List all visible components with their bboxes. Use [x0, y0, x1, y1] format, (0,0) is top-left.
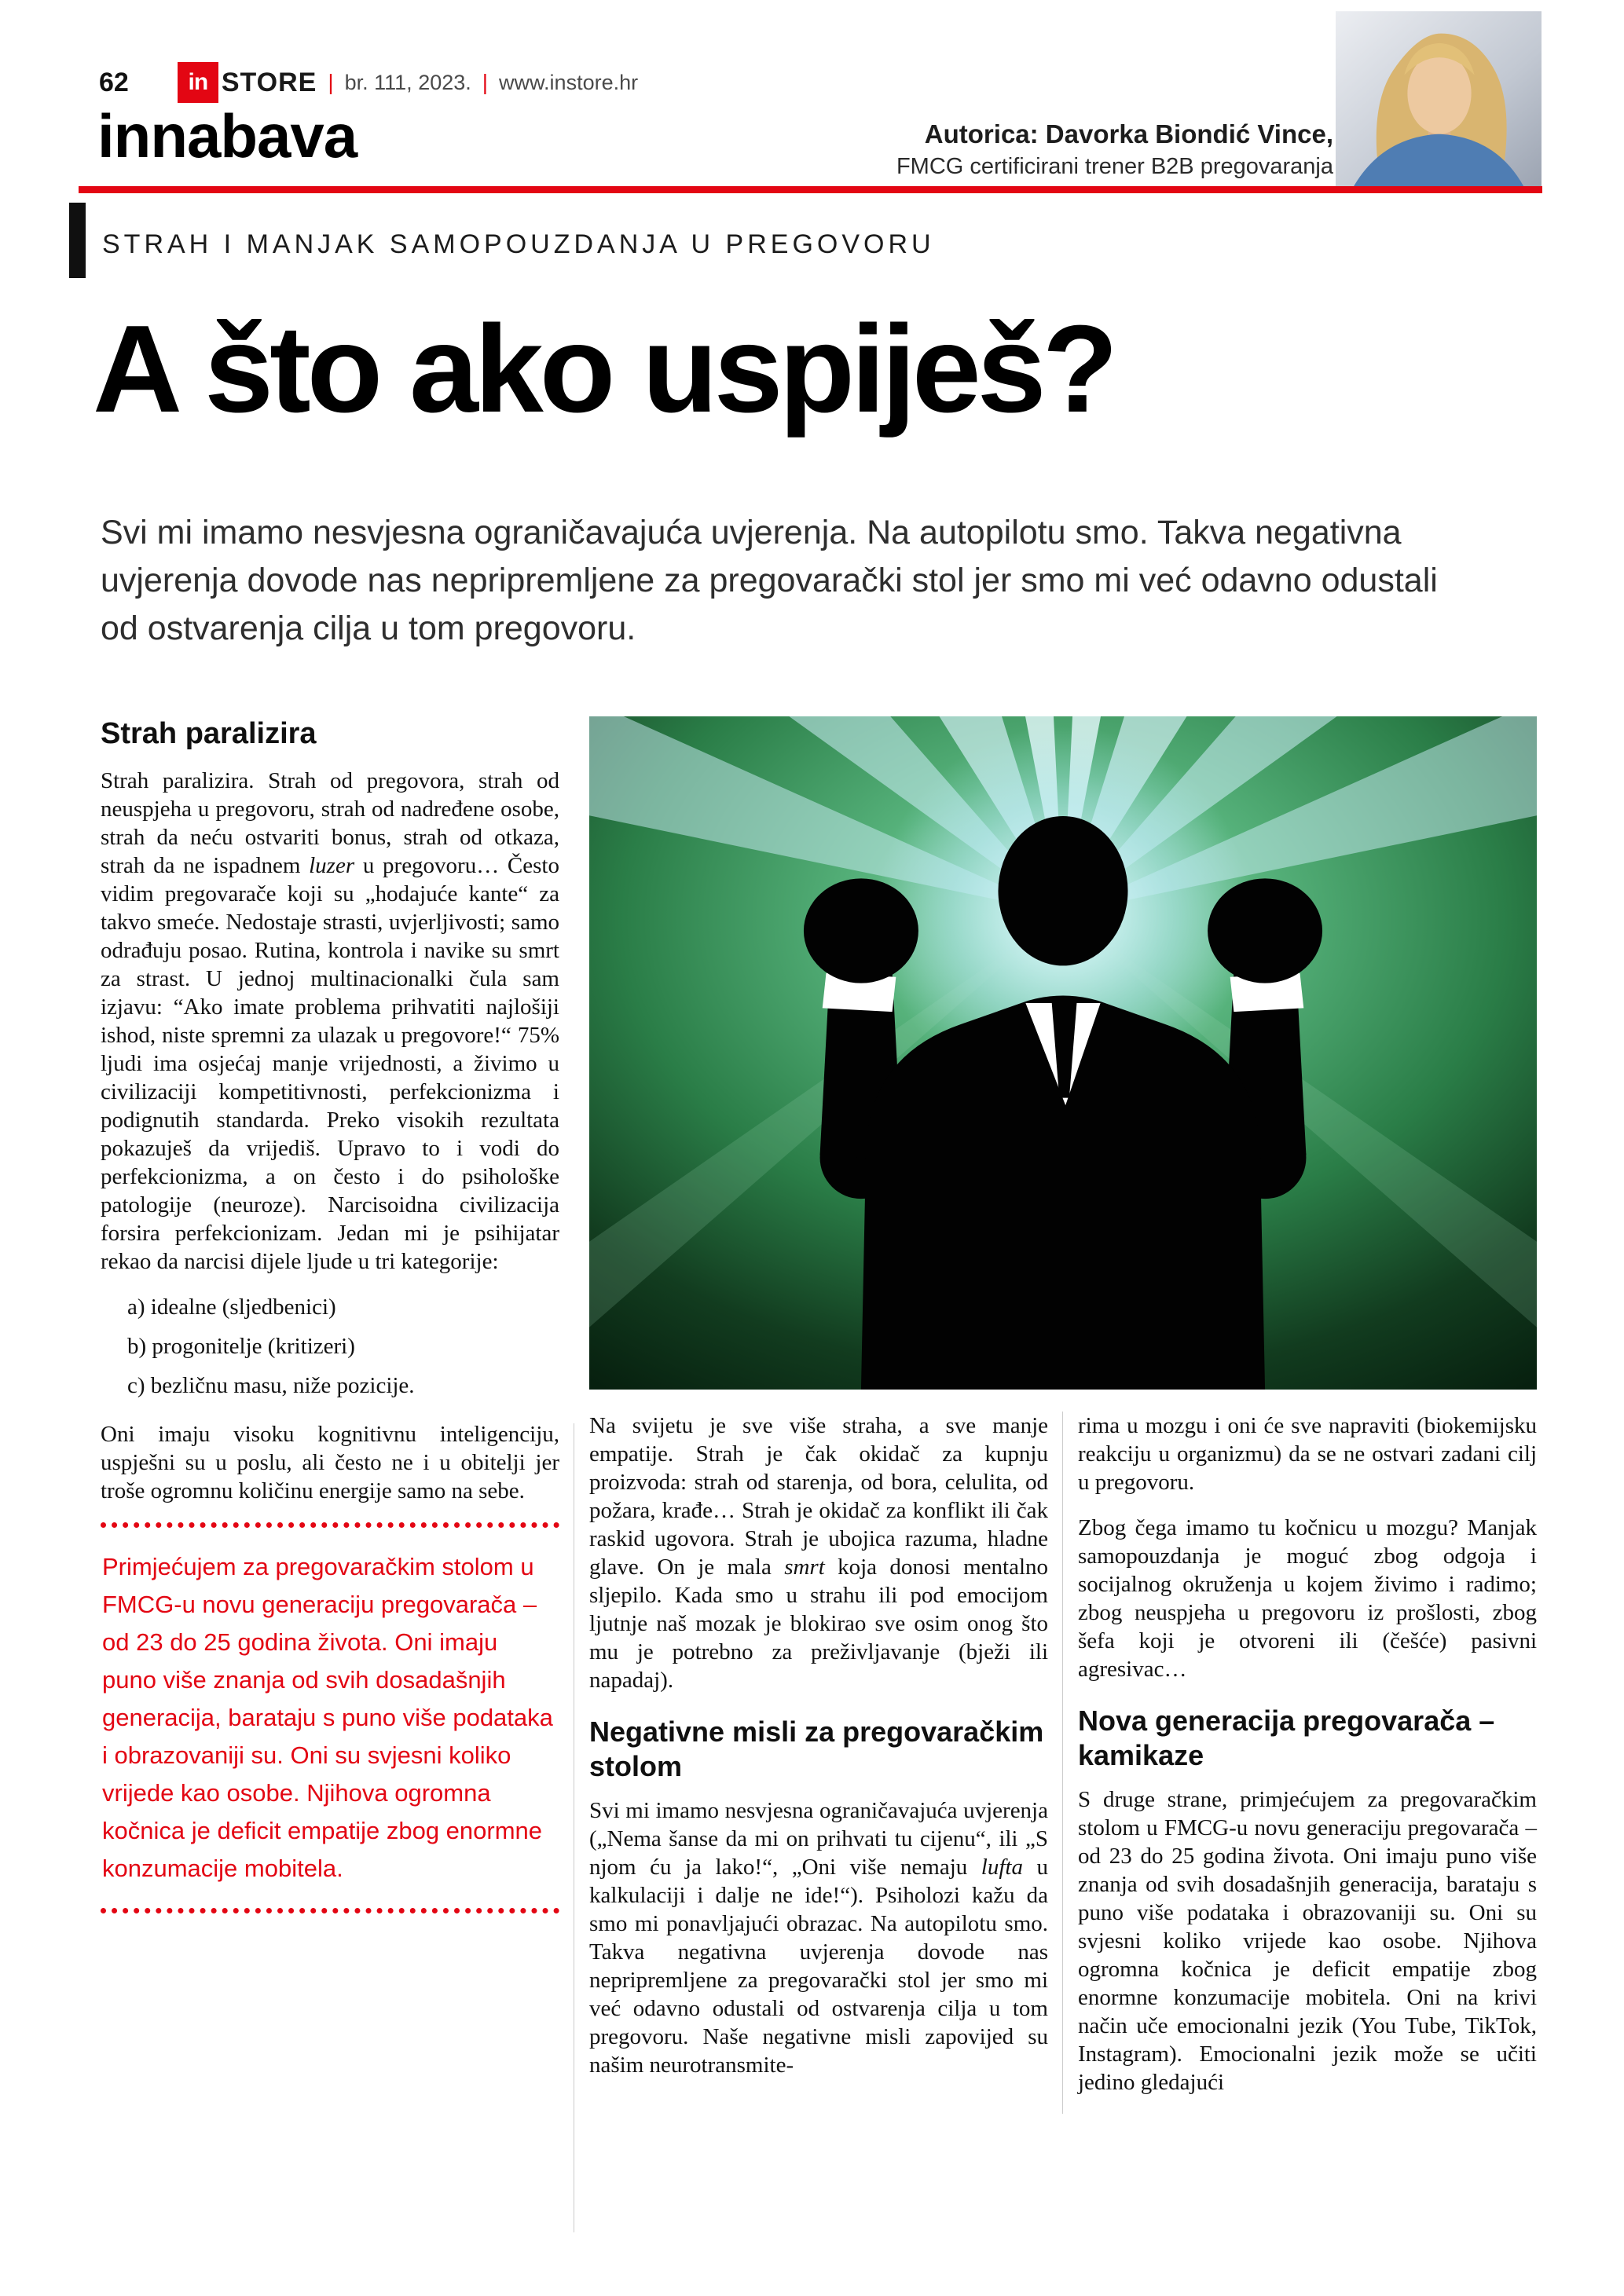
subheading: Negativne misli za pregovaračkim stolom — [589, 1716, 1044, 1782]
separator-icon: | — [328, 70, 334, 94]
pull-quote: Primjećujem za pregovaračkim stolom u FMCG-u novu generaciju pregovarača – od 23 do 25 godina života. Oni imaju puno više znanja od svih dosadašnjih generacija, barataju s puno više podataka i obrazovaniji su. Oni su svjesni koliko vrijede kao osobe. Njihova ogromna kočnica je deficit empatije zbog enormne konzumacije mobitela. — [101, 1522, 559, 1913]
article-body — [101, 716, 1540, 2256]
list-item: c) bezličnu masu, niže pozicije. — [127, 1373, 415, 1398]
masthead — [99, 60, 638, 105]
column-middle — [589, 1412, 1048, 2114]
lead-paragraph: Svi mi imamo nesvjesna ograničavajuća uvjerenja. Na autopilotu smo. Takva negativna uvjerenja dovode nas nepripremljene za pregovarački stol jer smo mi već odavno odustali od ostvarenja cilja u tom pregovoru. — [101, 514, 1438, 647]
paragraph: Oni imaju visoku kognitivnu inteligenciju, uspješni su u poslu, ali često ne i u obitelji jer troše ogromnu količinu energije samo na sebe. — [101, 1422, 559, 1503]
author-photo-graphic — [1336, 11, 1542, 193]
author-name: Autorica: Davorka Biondić Vince, — [924, 119, 1333, 148]
kicker: STRAH I MANJAK SAMOPOUZDANJA U PREGOVORU — [102, 229, 935, 259]
subheading: Nova generacija pregovarača – kamikaze — [1078, 1705, 1495, 1771]
success-silhouette-graphic — [589, 716, 1537, 1390]
paragraph: Svi mi imamo nesvjesna ograničavajuća uvjerenja („Nema šanse da mi on prihvati tu cijenu“, ili „S njom ću ja lako!“, „Oni više nemaju lufta u kalkulaciji i dalje ne ide!“). Psiholozi kažu da smo mi ponavljajući obrazac. Na autopilotu smo. Takva negativna uvjerenja dovode nas nepripremljene za pregovarački stol jer smo mi već odavno odustali od ostvarenja cilja u tom pregovoru. Naše negativne misli zapovijed su našim neurotransmite- — [589, 1798, 1048, 2078]
paragraph: Na svijetu je sve više straha, a sve manje empatije. Strah je čak okidač za kupnju proizvoda: strah od starenja, od bora, celulita, od požara, krađe… Strah je okidač za konflikt ili čak raskid ugovora. Strah je ubojica razuma, hladne glave. On je mala smrt koja donosi mentalno sljepilo. Kada smo u strahu ili pod emocijom ljutnje naš mozak je blokirao sve osim onog što mu je potrebno za preživljavanje (bježi ili napadaj). — [589, 1413, 1049, 1693]
column-left — [101, 716, 559, 2256]
section-title: innabava — [97, 101, 357, 170]
lower-columns — [589, 1412, 1537, 2114]
paragraph: rima u mozgu i oni će sve napraviti (biokemijsku reakciju u organizmu) da se ne ostvari zadani cilj u pregovoru. — [1078, 1413, 1537, 1495]
paragraph: S druge strane, primjećujem za pregovaračkim stolom u FMCG-u novu generaciju pregovarača – od 23 do 25 godina života. Oni imaju puno više znanja od svih dosadašnjih generacija, barataju s puno više podataka i obrazovaniji su. Oni su svjesni koliko vrijede kao osobe. Njihova ogromna kočnica je deficit empatije zbog enormne konzumacije mobitela. Oni na krivi način uče emocionalni jezik (You Tube, TikTok, Instagram). Emocionalni jezik može se učiti jedino gledajući — [1078, 1787, 1537, 2095]
instore-logo-mark: in — [178, 62, 218, 103]
businessman-silhouette — [804, 816, 1322, 1390]
headline: A što ako uspiješ? — [93, 300, 1115, 438]
separator-icon: | — [482, 70, 489, 94]
website-url: www.instore.hr — [499, 70, 639, 94]
list-item: b) progonitelje (kritizeri) — [127, 1334, 355, 1359]
paragraph: Strah paralizira. Strah od pregovora, strah od neuspjeha u pregovoru, strah od nadređene osobe, strah da neću ostvariti bonus, strah od otkaza, strah da ne ispadnem luzer u pregovoru… Često vidim pregovarače koji su „hodajuće kante“ za takvo smeće. Nedostaje strasti, uvjerljivosti; samo odrađuju posao. Rutina, kontrola i navike su smrt za strast. U jednoj multinacionalki čula sam izjavu: “Ako imate problema prihvatiti najlošiji ishod, niste spremni za ulazak u pregovore!“ 75% ljudi ima osjećaj manje vrijednosti, a živimo u civilizaciji kompetitivnosti, perfekcionizma i podignutih standarda. Preko visokih rezultata pokazuješ da vrijediš. Upravo to i vodi do perfekcionizma, a on često i do psihološke patologije (neuroze). Narcisoidna civilizacija forsira perfekcionizam. Jedan mi je psihijatar rekao da narcisi dijele ljude u tri kategorije: — [101, 768, 559, 1274]
header-rule — [79, 186, 1542, 193]
paragraph: Zbog čega imamo tu kočnicu u mozgu? Manjak samopouzdanja je moguć zbog odgoja i socijalnog okruženja u kojem živimo i radimo; zbog neuspjeha u pregovoru iz prošlosti, zbog šefa koji je otvoreni ili (češće) pasivni agresivac… — [1078, 1515, 1537, 1682]
column-right-area — [589, 716, 1537, 2256]
instore-logo-text: STORE — [221, 67, 317, 97]
subheading: Strah paralizira — [101, 717, 317, 750]
list-item: a) idealne (sljedbenici) — [127, 1294, 336, 1320]
author-photo — [1336, 11, 1542, 193]
kicker-bar — [69, 203, 86, 278]
page-number: 62 — [99, 67, 129, 97]
column-right — [1078, 1412, 1537, 2114]
category-list — [101, 1293, 559, 1400]
author-credit — [896, 119, 1333, 180]
author-role: FMCG certificirani trener B2B pregovaranja — [896, 154, 1333, 179]
instore-logo — [178, 62, 317, 103]
issue-number: br. 111, 2023. — [344, 70, 471, 94]
success-silhouette-image — [589, 716, 1537, 1390]
